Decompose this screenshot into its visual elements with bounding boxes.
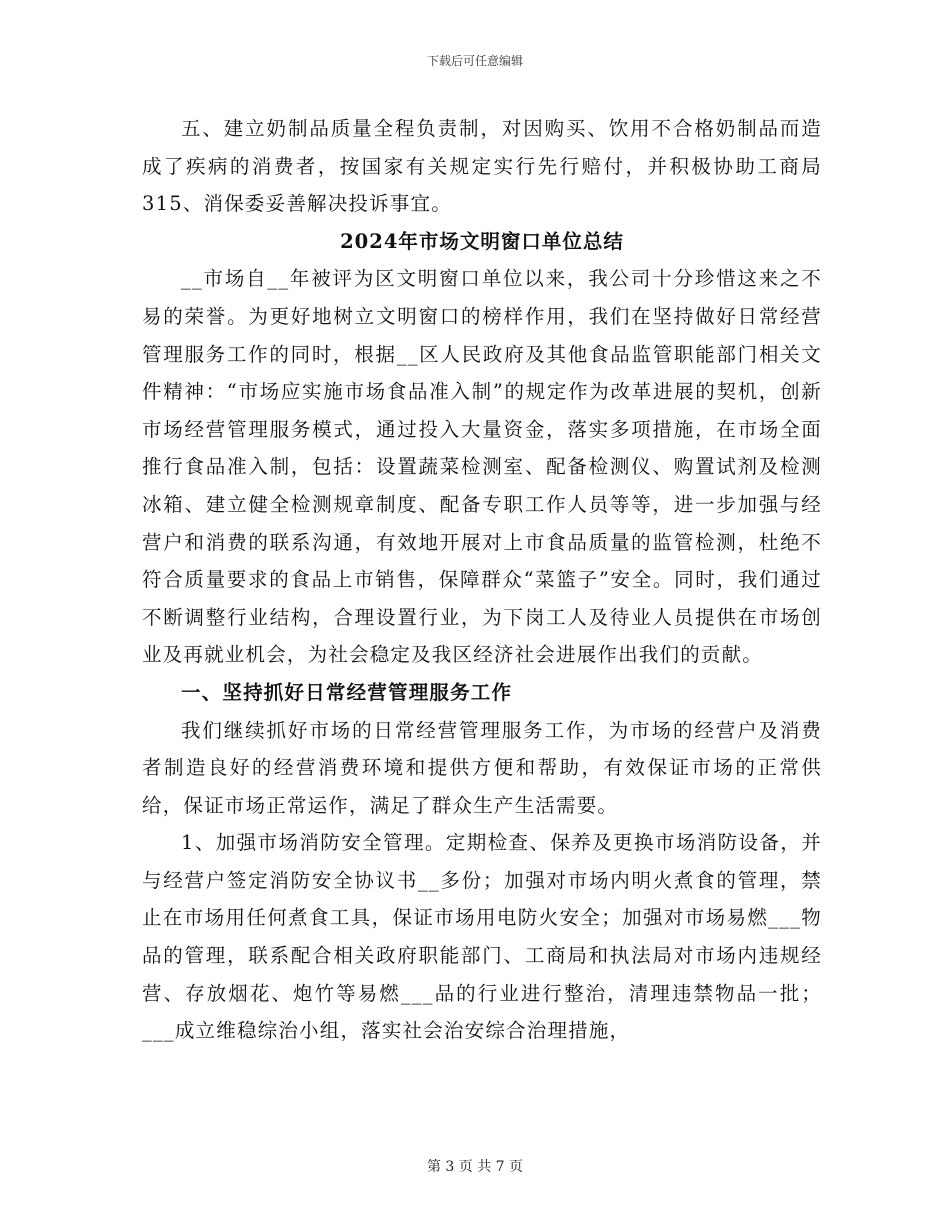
paragraph-intro: __市场自__年被评为区文明窗口单位以来，我公司十分珍惜这来之不易的荣誉。为更好地树立文明窗口的榜样作用，我们在坚持做好日常经营管理服务工作的同时，根据__区人民政府及其他食品监管职能部门相关文件精神：“市场应实施市场食品准入制”的规定作为改革进展的契机，创新市场经营管理服务模式，通过投入大量资金，落实多项措施，在市场全面推行食品准入制，包括：设置蔬菜检测室、配备检测仪、购置试剂及检测冰箱、建立健全检测规章制度、配备专职工作人员等等，进一步加强与经营户和消费的联系沟通，有效地开展对上市食品质量的监管检测，杜绝不符合质量要求的食品上市销售，保障群众“菜篮子”安全。同时，我们通过不断调整行业结构，合理设置行业，为下岗工人及待业人员提供在市场创业及再就业机会，为社会稳定及我区经济社会进展作出我们的贡献。 — [142, 267, 822, 667]
paragraph-item-5: 五、建立奶制品质量全程负责制，对因购买、饮用不合格奶制品而造成了疾病的消费者，按国家有关规定实行先行赔付，并积极协助工商局315、消保委妥善解决投诉事宜。 — [142, 117, 822, 216]
document-body — [142, 110, 822, 1050]
page-header: 下载后可任意编辑 — [426, 54, 523, 68]
document-title: 2024年市场文明窗口单位总结 — [340, 229, 624, 253]
paragraph-item-1: 1、加强市场消防安全管理。定期检查、保养及更换市场消防设备，并与经营户签定消防安全协议书__多份；加强对市场内明火煮食的管理，禁止在市场用任何煮食工具，保证市场用电防火安全；加强对市场易燃___物品的管理，联系配合相关政府职能部门、工商局和执法局对市场内违规经营、存放烟花、炮竹等易燃___品的行业进行整治，清理违禁物品一批；___成立维稳综治小组，落实社会治安综合治理措施， — [142, 831, 822, 1043]
paragraph-section-1: 我们继续抓好市场的日常经营管理服务工作，为市场的经营户及消费者制造良好的经营消费环境和提供方便和帮助，有效保证市场的正常供给，保证市场正常运作，满足了群众生产生活需要。 — [142, 718, 822, 817]
section-heading-1: 一、坚持抓好日常经营管理服务工作 — [181, 680, 513, 704]
page-number: 第 3 页 共 7 页 — [426, 1159, 524, 1175]
